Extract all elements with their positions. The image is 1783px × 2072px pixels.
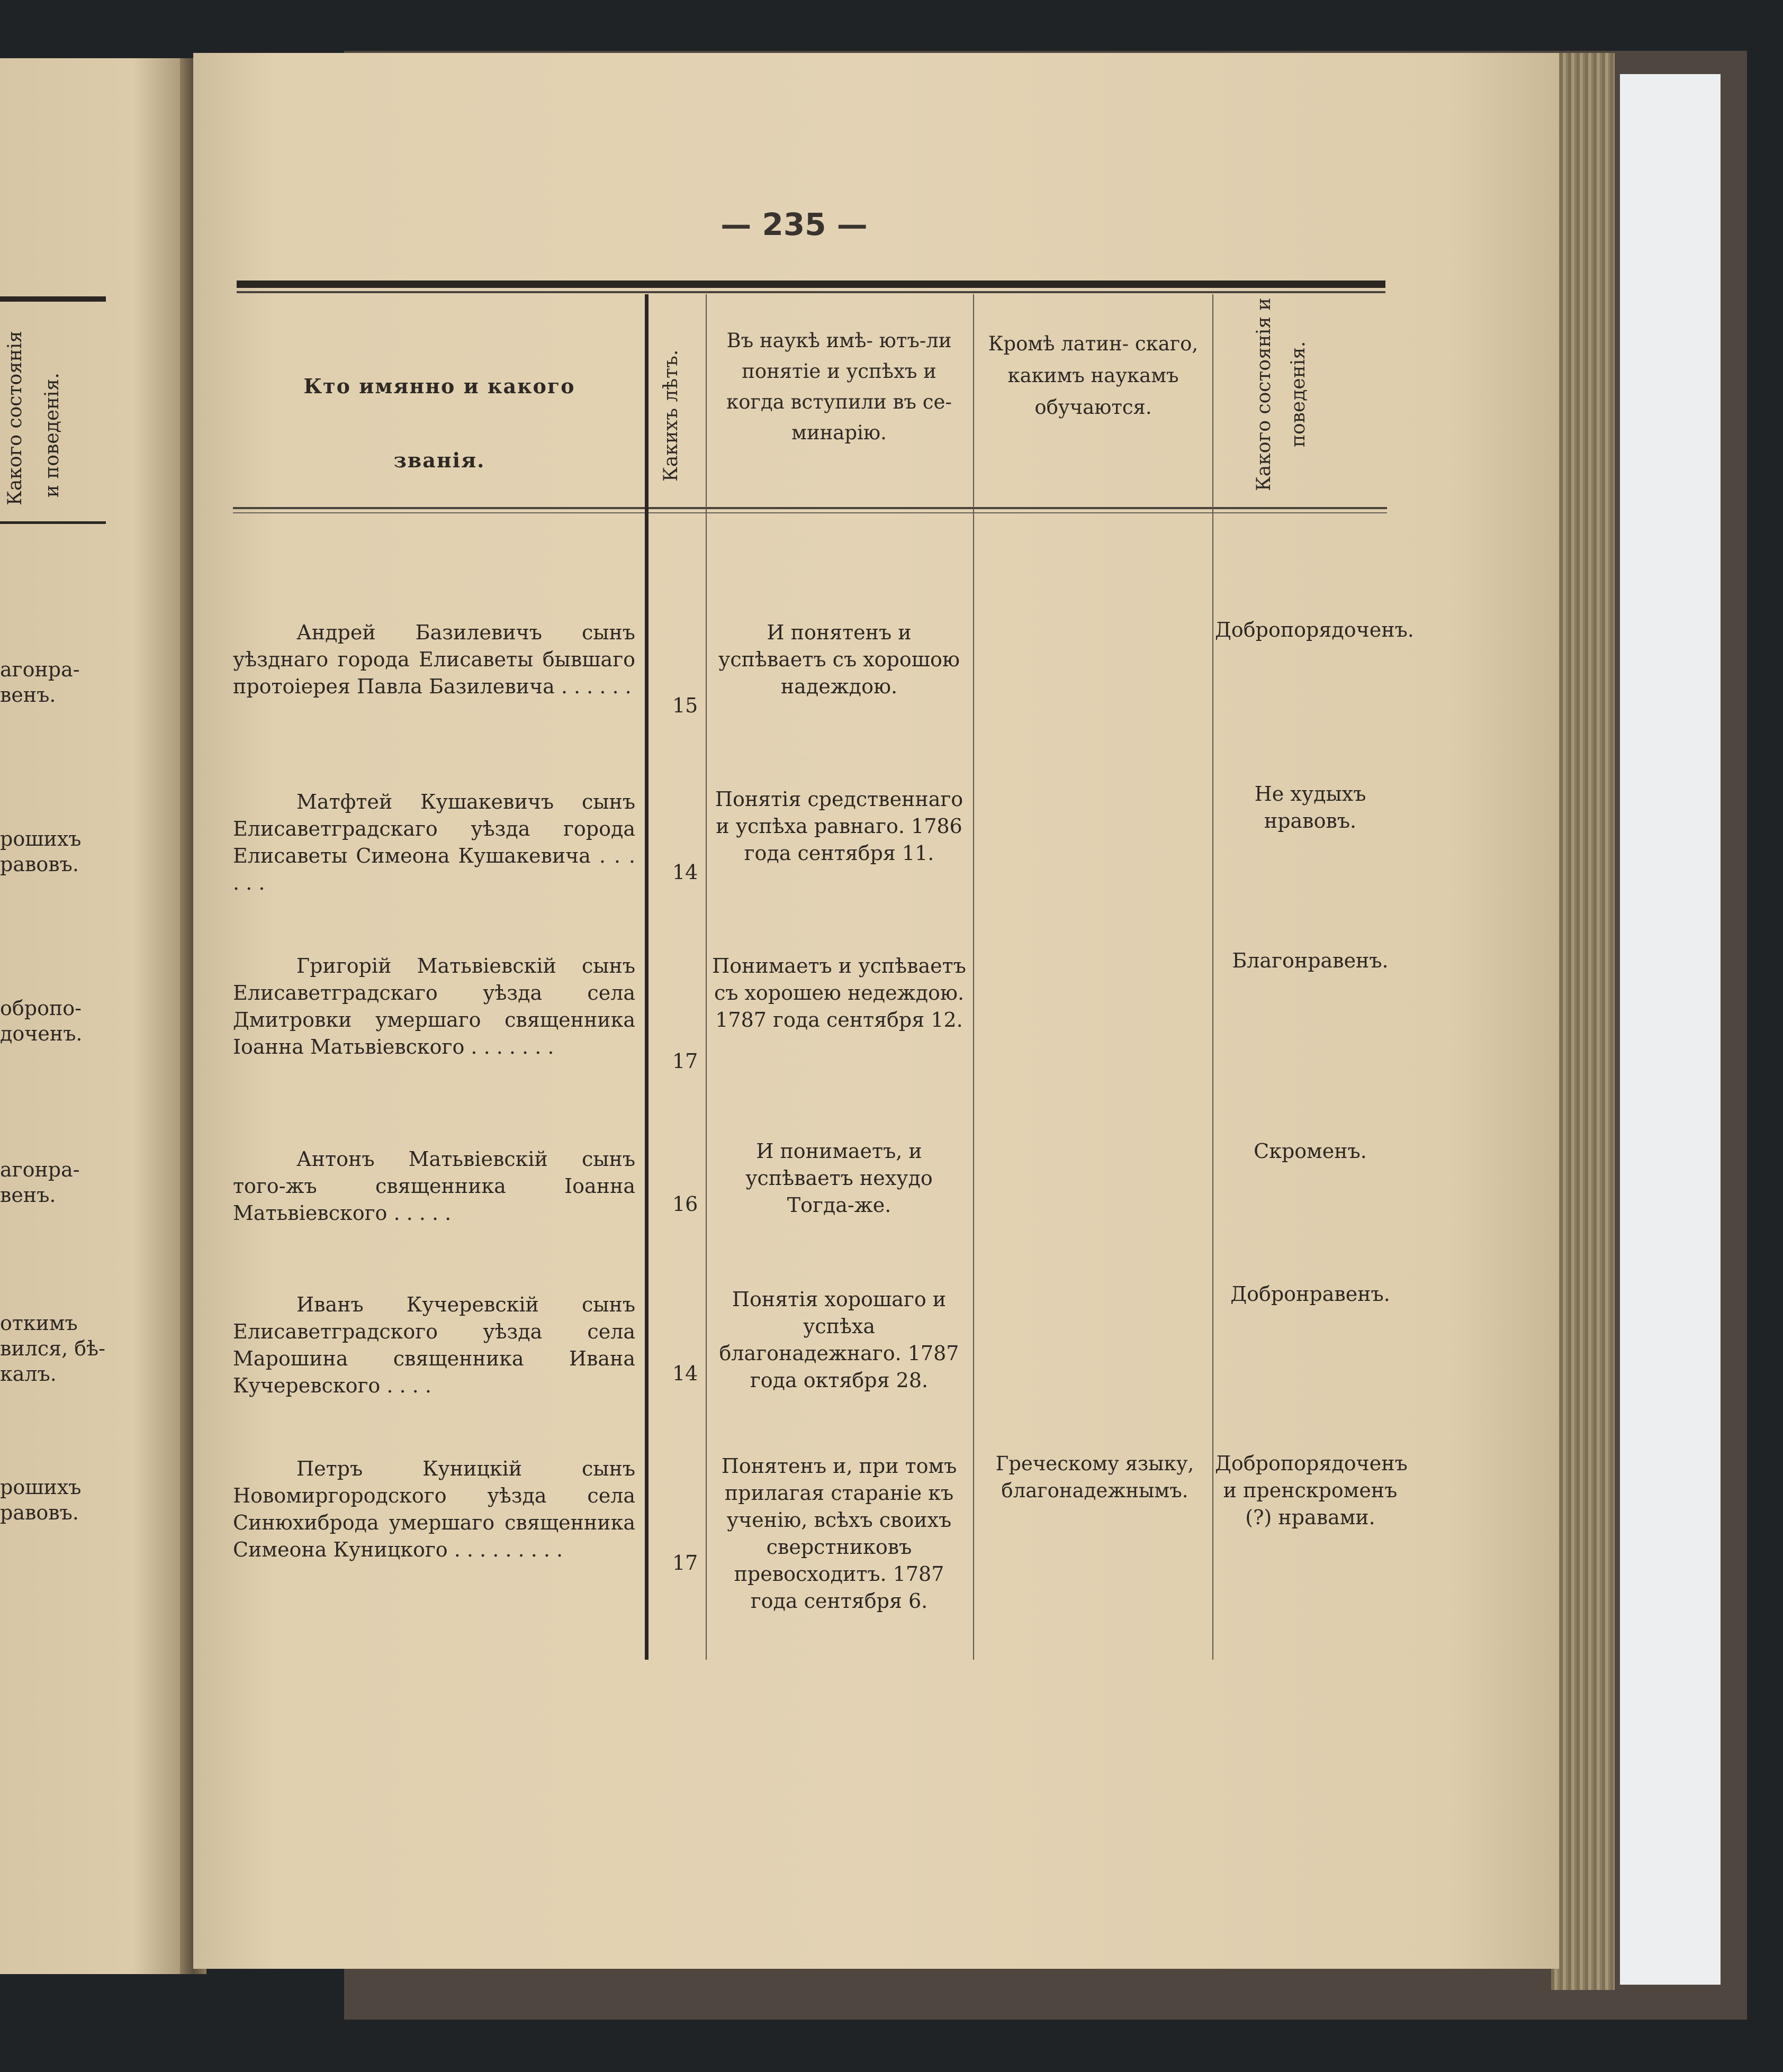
table-row-science: Понимаетъ и успѣваетъ съ хорошею недеждою. 1787 года сентября 12. [712,954,966,1032]
left-fragment: вился, бѣ- [0,1337,105,1360]
table-row-name [233,619,635,700]
table-header-rule [233,507,1387,509]
table-row-science: И понимаетъ, и успѣваетъ нехудо Тогда-же. [745,1139,933,1217]
table-row-age: 15 [672,694,698,717]
student-name-text: Григорій Матьвіевскій сынъ Елисаветградскаго уѣзда села Дмитровки умершаго священника Іоанна Матьвіевского . . . . . . . [233,954,635,1058]
header-science: Въ наукѣ имѣ- ютъ-ли понятіе и успѣхъ и когда вступили въ се- минарію. [726,329,952,444]
student-name-text: Андрей Базилевичъ сынъ уѣзднаго города Елисаветы бывшаго протоіерея Павла Базилевича . . . . . . [233,621,635,698]
table-row-behavior: Добропорядоченъ. [1215,618,1414,641]
student-name-text: Иванъ Кучеревскій сынъ Елисаветградского уѣзда села Марошина священника Ивана Кучеревского . . . . [233,1293,635,1397]
table-row-science: Понятенъ и, при томъ прилагая стараніе къ ученію, всѣхъ своихъ сверстниковъ превосходитъ. 1787 года сентября 6. [721,1454,957,1613]
table-row-age: 14 [672,861,698,884]
table-row-science: Понятія хорошаго и успѣха благонадежнаго. 1787 года октября 28. [719,1288,959,1392]
left-fragment: венъ. [0,1183,56,1207]
header-name [265,349,614,497]
table-row-name [233,789,635,897]
left-fragment: обропо- [0,997,82,1020]
table-row-science: Понятія средственнаго и успѣха равнаго. 1786 года сентября 11. [715,788,963,865]
table-row-behavior: Не худыхъ нравовъ. [1254,782,1366,833]
header-name-line1: Кто имянно и какого [303,374,575,398]
left-fragment: равовъ. [0,853,79,876]
left-fragment: равовъ. [0,1501,79,1524]
header-behavior: Какого состоянія и поведенія. [1253,297,1309,491]
page-stack-edge [1551,53,1615,1990]
page-number: — 235 — [721,206,868,242]
header-age: Какихъ лѣтъ. [660,349,682,482]
table-row-science: И понятенъ и успѣваетъ съ хорошою надеждою. [718,621,960,698]
left-page-top-rule [0,296,106,302]
left-fragment: венъ. [0,683,56,707]
table-row-name [233,953,635,1061]
left-page-header-rule [0,521,106,524]
table-top-rule [237,281,1385,288]
table-row-behavior: Добронравенъ. [1230,1282,1390,1306]
table-row-age: 17 [672,1551,698,1575]
left-page-header-behavior-1: Какого состоянія [4,331,26,505]
column-divider-age [706,294,707,1660]
table-row-behavior: Скроменъ. [1254,1139,1367,1163]
table-row-behavior: Благонравенъ. [1232,949,1389,972]
left-page-header-behavior-2: и поведенія. [41,373,63,497]
left-fragment: агонра- [0,658,80,681]
header-name-line2: званія. [393,448,485,472]
page-edge-block [1620,74,1721,1985]
student-name-text: Антонъ Матьвіевскій сынъ того-жъ священника Іоанна Матьвіевского . . . . . [233,1147,635,1225]
table-row-age: 14 [672,1362,698,1385]
table-row-age: 16 [672,1192,698,1216]
table-row-name [233,1455,635,1563]
table-header-rule-thin [233,512,1387,513]
table-row-name [233,1291,635,1399]
table-row-age: 17 [672,1049,698,1073]
header-other-sciences: Кромѣ латин- скаго, какимъ наукамъ обучаются. [988,332,1199,419]
left-fragment: агонра- [0,1158,80,1181]
table-row-other: Греческому языку, благонадежнымъ. [995,1452,1194,1502]
left-fragment: рошихъ [0,827,82,850]
column-divider-name [645,294,649,1660]
student-name-text: Матфтей Кушакевичъ сынъ Елисаветградскаго уѣзда города Елисаветы Симеона Кушакевича . . . . . . [233,790,635,894]
left-fragment: откимъ [0,1311,78,1335]
table-top-rule-thin [237,291,1385,293]
left-fragment: калъ. [0,1362,57,1386]
table-row-behavior: Добропорядоченъ и пренскроменъ (?) нравами. [1215,1452,1408,1529]
table-row-name [233,1146,635,1227]
left-fragment: доченъ. [0,1022,83,1045]
student-name-text: Петръ Куницкій сынъ Новомиргородского уѣзда села Синюхиброда умершаго священника Симеона Куницкого . . . . . . . . . [233,1457,635,1561]
left-fragment: рошихъ [0,1476,82,1499]
